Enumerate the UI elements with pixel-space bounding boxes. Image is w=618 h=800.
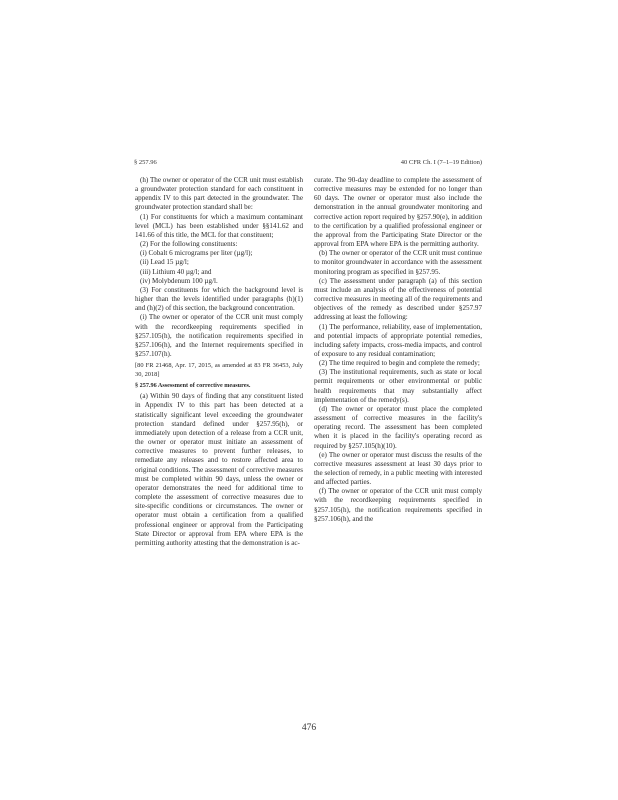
paragraph-f: (f) The owner or operator of the CCR unit must comply with the recordkeeping requirements specified in §257.105(h), the notification requirements specified in §257.106(h), and the (314, 487, 482, 523)
page-number: 476 (301, 723, 317, 733)
paragraph-e: (e) The owner or operator must discuss the results of the corrective measures assessment at least 30 days prior to the selection of remedy, in a public meeting with interested and affected parties. (314, 450, 482, 487)
paragraph-h3: (3) For constituents for which the background level is higher than the levels identified under paragraphs (h)(1) and (h)(2) of this section, the background concentration. (135, 285, 303, 313)
left-column (135, 176, 303, 548)
paragraph-b: (b) The owner or operator of the CCR unit must continue to monitor groundwater in accordance with the assessment monitoring program as specified in §257.95. (314, 249, 482, 276)
paragraph-c1: (1) The performance, reliability, ease of implementation, and potential impacts of appropriate potential remedies, including safety impacts, cross-media impacts, and control of exposure to any residual contamination; (314, 322, 482, 358)
paragraph-h1: (1) For constituents for which a maximum contaminant level (MCL) has been established under §§141.62 and 141.66 of this title, the MCL for that constituent; (135, 212, 303, 239)
section-heading: § 257.96 Assessment of corrective measures. (135, 382, 251, 390)
right-column (314, 176, 482, 524)
paragraph-a: (a) Within 90 days of finding that any constituent listed in Appendix IV to this part has been detected at a statistically significant level exceeding the groundwater protection standard defined under §257.95(h), or immediately upon detection of a release from a CCR unit, the owner or operator must initiate an assessment of corrective measures to prevent further releases, to remediate any releases and to restore affected area to original conditions. The assessment of corrective measures must be completed within 90 days, unless the owner or operator demonstrates the need for additional time to complete the assessment of corrective measures due to site-specific conditions or circumstances. The owner or operator must obtain a certification from a qualified professional engineer or approval from the Participating State Director or approval from EPA where EPA is the permitting authority attesting that the demonstration is ac- (135, 392, 303, 547)
citation-note: [80 FR 21468, Apr. 17, 2015, as amended at 83 FR 36453, July 30, 2018] (135, 362, 303, 378)
paragraph-c: (c) The assessment under paragraph (a) of this section must include an analysis of the effectiveness of potential corrective measures in meeting all of the requirements and objectives of the remedy as described under §257.97 addressing at least the following: (314, 276, 482, 322)
paragraph-i: (i) The owner or operator of the CCR unit must comply with the recordkeeping requirements specified in §257.105(h), the notification requirements specified in §257.106(h), and the Internet requirements specified in §257.107(h). (135, 313, 303, 358)
paragraph-a-continued: curate. The 90-day deadline to complete the assessment of corrective measures may be extended for no longer than 60 days. The owner or operator must also include the demonstration in the annual groundwater monitoring and corrective action report required by §257.90(e), in addition to the certification by a qualified professional engineer or the approval from the Participating State Director or the approval from EPA where EPA is the permitting authority. (314, 176, 482, 249)
paragraph-d: (d) The owner or operator must place the completed assessment of corrective measures in the facility's operating record. The assessment has been completed when it is placed in the facility's operating record as required by §257.105(h)(10). (314, 404, 482, 450)
header-title-ref: 40 CFR Ch. I (7–1–19 Edition) (400, 159, 482, 166)
paragraph-c3: (3) The institutional requirements, such as state or local permit requirements or other environmental or public health requirements that may substantially affect implementation of the remedy(s). (314, 368, 482, 404)
paragraph-c2: (2) The time required to begin and complete the remedy; (319, 359, 480, 368)
paragraph-h2-ii: (ii) Lead 15 µg/l; (140, 258, 189, 267)
paragraph-h2-i: (i) Cobalt 6 micrograms per liter (µg/l); (140, 249, 253, 258)
paragraph-h2: (2) For the following constituents: (140, 240, 238, 249)
header-section-ref: § 257.96 (134, 159, 157, 166)
paragraph-h2-iii: (iii) Lithium 40 µg/l; and (140, 267, 212, 276)
paragraph-h: (h) The owner or operator of the CCR unit must establish a groundwater protection standard for each constituent in appendix IV to this part detected in the groundwater. The groundwater protection standard shall be: (135, 176, 303, 212)
paragraph-h2-iv: (iv) Molybdenum 100 µg/l. (140, 276, 218, 285)
